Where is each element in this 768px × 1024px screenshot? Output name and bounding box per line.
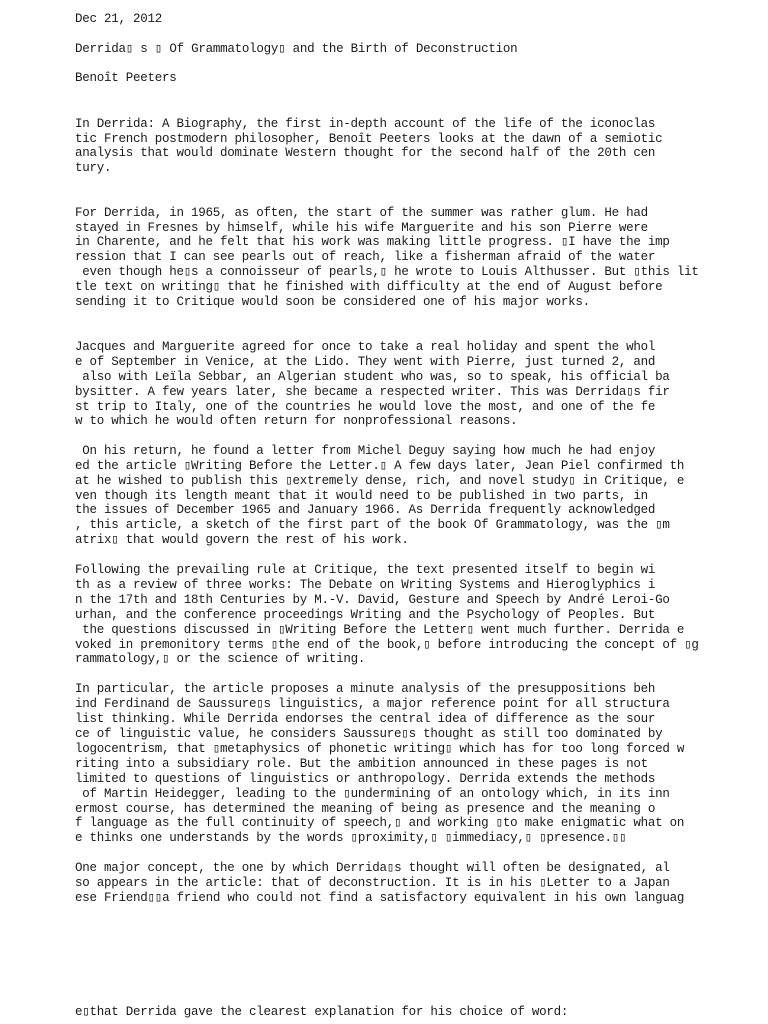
text-line: st trip to Italy, one of the countries he would love the most, and one of the fe bbox=[75, 400, 656, 414]
author-line: Benoît Peeters bbox=[75, 71, 177, 85]
text-line: For Derrida, in 1965, as often, the start of the summer was rather glum. He had bbox=[75, 206, 648, 220]
text-line: in Charente, and he felt that his work was making little progress. ▯I have the imp bbox=[75, 235, 670, 249]
text-line: ression that I can see pearls out of reach, like a fisherman afraid of the water bbox=[75, 250, 656, 264]
text-line: tic French postmodern philosopher, Benoît Peeters looks at the dawn of a semiotic bbox=[75, 132, 663, 146]
text-line: In Derrida: A Biography, the first in-depth account of the life of the iconoclas bbox=[75, 117, 656, 131]
text-line: w to which he would often return for nonprofessional reasons. bbox=[75, 414, 518, 428]
text-line: th as a review of three works: The Debate on Writing Systems and Hieroglyphics i bbox=[75, 578, 656, 592]
text-line: n the 17th and 18th Centuries by M.-V. David, Gesture and Speech by André Leroi-Go bbox=[75, 593, 670, 607]
text-line: analysis that would dominate Western thought for the second half of the 20th cen bbox=[75, 146, 656, 160]
text-line: tle text on writing▯ that he finished with difficulty at the end of August before bbox=[75, 280, 663, 294]
text-line: at he wished to publish this ▯extremely dense, rich, and novel study▯ in Critique, e bbox=[75, 474, 685, 488]
text-line: riting into a subsidiary role. But the ambition announced in these pages is not bbox=[75, 757, 648, 771]
text-line: rammatology,▯ or the science of writing. bbox=[75, 652, 366, 666]
text-line: the issues of December 1965 and January 1966. As Derrida frequently acknowledged bbox=[75, 503, 656, 517]
text-line: ind Ferdinand de Saussure▯s linguistics, a major reference point for all structura bbox=[75, 697, 670, 711]
text-line: ed the article ▯Writing Before the Letter.▯ A few days later, Jean Piel confirmed th bbox=[75, 459, 685, 473]
text-line: ce of linguistic value, he considers Saussure▯s thought as still too dominated by bbox=[75, 727, 663, 741]
text-line: limited to questions of linguistics or anthropology. Derrida extends the methods bbox=[75, 772, 656, 786]
text-line: Following the prevailing rule at Critique, the text presented itself to begin wi bbox=[75, 563, 656, 577]
text-line: of Martin Heidegger, leading to the ▯undermining of an ontology which, in its inn bbox=[75, 787, 670, 801]
text-line: In particular, the article proposes a minute analysis of the presuppositions beh bbox=[75, 682, 656, 696]
text-line: Jacques and Marguerite agreed for once to take a real holiday and spent the whol bbox=[75, 340, 656, 354]
text-line: logocentrism, that ▯metaphysics of phonetic writing▯ which has for too long forced w bbox=[75, 742, 685, 756]
text-line: e▯that Derrida gave the clearest explanation for his choice of word: bbox=[75, 1005, 569, 1019]
text-line: ese Friend▯▯a friend who could not find a satisfactory equivalent in his own languag bbox=[75, 891, 685, 905]
text-line: e of September in Venice, at the Lido. They went with Pierre, just turned 2, and bbox=[75, 355, 656, 369]
text-line: tury. bbox=[75, 161, 112, 175]
text-line: the questions discussed in ▯Writing Before the Letter▯ went much further. Derrida e bbox=[75, 623, 685, 637]
text-line: On his return, he found a letter from Michel Deguy saying how much he had enjoy bbox=[75, 444, 656, 458]
text-line: ven though its length meant that it would need to be published in two parts, in bbox=[75, 489, 648, 503]
title-line: Derrida▯ s ▯ Of Grammatology▯ and the Birth of Deconstruction bbox=[75, 42, 518, 56]
text-line: even though he▯s a connoisseur of pearls,▯ he wrote to Louis Althusser. But ▯this lit bbox=[75, 265, 699, 279]
text-line: f language as the full continuity of speech,▯ and working ▯to make enigmatic what on bbox=[75, 816, 685, 830]
text-line: sending it to Critique would soon be considered one of his major works. bbox=[75, 295, 590, 309]
text-line: One major concept, the one by which Derrida▯s thought will often be designated, al bbox=[75, 861, 670, 875]
text-line: atrix▯ that would govern the rest of his work. bbox=[75, 533, 409, 547]
text-line: voked in premonitory terms ▯the end of the book,▯ before introducing the concept of ▯g bbox=[75, 638, 699, 652]
text-line: list thinking. While Derrida endorses the central idea of difference as the sour bbox=[75, 712, 656, 726]
text-line: ermost course, has determined the meaning of being as presence and the meaning o bbox=[75, 802, 656, 816]
text-line: so appears in the article: that of deconstruction. It is in his ▯Letter to a Japan bbox=[75, 876, 670, 890]
date-line: Dec 21, 2012 bbox=[75, 12, 163, 26]
text-line: also with Leïla Sebbar, an Algerian student who was, so to speak, his official ba bbox=[75, 370, 670, 384]
text-line: urhan, and the conference proceedings Writing and the Psychology of Peoples. But bbox=[75, 608, 656, 622]
text-line: bysitter. A few years later, she became a respected writer. This was Derrida▯s fir bbox=[75, 385, 670, 399]
text-line: , this article, a sketch of the first part of the book Of Grammatology, was the ▯m bbox=[75, 518, 670, 532]
text-line: stayed in Fresnes by himself, while his wife Marguerite and his son Pierre were bbox=[75, 221, 648, 235]
text-line: e thinks one understands by the words ▯proximity,▯ ▯immediacy,▯ ▯presence.▯▯ bbox=[75, 831, 627, 845]
